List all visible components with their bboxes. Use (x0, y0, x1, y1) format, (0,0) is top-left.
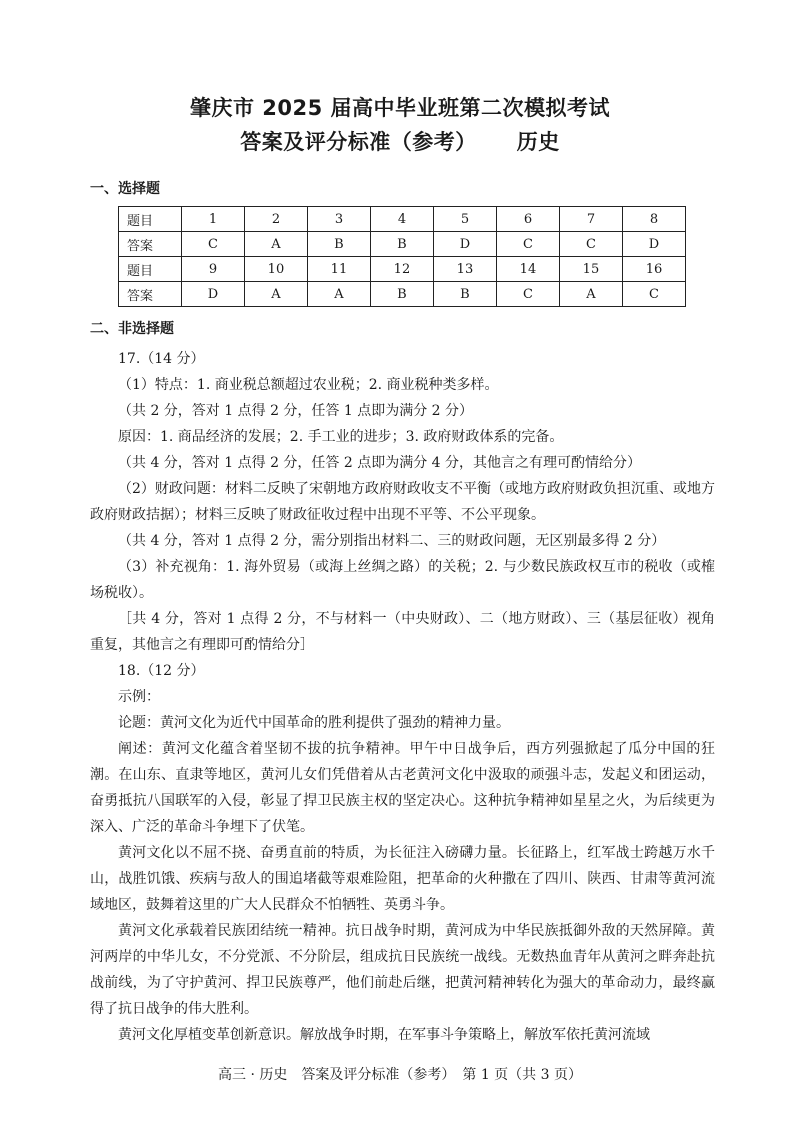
table-row (119, 232, 686, 257)
table-cell: 12 (370, 257, 433, 282)
answer-key-title (0, 126, 800, 156)
table-cell: A (559, 282, 622, 307)
table-cell: 1 (182, 207, 245, 232)
table-row-header: 答案 (119, 232, 182, 257)
answer-paragraph: 黄河文化承载着民族团结统一精神。抗日战争时期，黄河成为中华民族抵御外敌的天然屏障。黄河两岸的中华儿女，不分党派、不分阶层，组成抗日民族统一战线。无数热血青年从黄河之畔奔赴抗战前线，为了守护黄河、捍卫民族尊严，他们前赴后继，把黄河精神转化为强大的革命动力，最终赢得了抗日战争的伟大胜利。 (90, 923, 715, 1017)
section-multiple-choice-title: 一、选择题 (90, 181, 160, 197)
table-row (119, 282, 686, 307)
answer-paragraph: （3）补充视角：1. 海外贸易（或海上丝绸之路）的关税；2. 与少数民族政权互市的税收（或榷场税收）。 (90, 559, 715, 601)
answer-paragraph: （2）财政问题：材料二反映了宋朝地方政府财政收支不平衡（或地方政府财政负担沉重、或地方政府财政拮据）；材料三反映了财政征收过程中出现不平等、不公平现象。 (90, 481, 715, 523)
subject-label: 历史 (516, 130, 560, 154)
table-cell: 8 (622, 207, 685, 232)
table-cell: B (433, 282, 496, 307)
answer-paragraph: 18.（12 分） (118, 663, 205, 679)
answer-paragraph: 17.（14 分） (118, 351, 205, 367)
table-cell: 3 (307, 207, 370, 232)
table-cell: B (370, 282, 433, 307)
table-cell: 2 (244, 207, 307, 232)
table-cell: D (433, 232, 496, 257)
page-footer: 高三 · 历史 答案及评分标准（参考） 第 1 页（共 3 页） (218, 1067, 582, 1083)
section-non-choice-title: 二、非选择题 (90, 321, 174, 337)
table-cell: B (370, 232, 433, 257)
exam-title: 肇庆市 2025 届高中毕业班第二次模拟考试 (189, 96, 611, 120)
table-cell: B (307, 232, 370, 257)
table-cell: D (622, 232, 685, 257)
table-cell: 4 (370, 207, 433, 232)
answer-paragraph: 论题：黄河文化为近代中国革命的胜利提供了强劲的精神力量。 (118, 715, 510, 731)
answer-paragraph: 阐述：黄河文化蕴含着坚韧不拔的抗争精神。甲午中日战争后，西方列强掀起了瓜分中国的狂潮。在山东、直隶等地区，黄河儿女们凭借着从古老黄河文化中汲取的顽强斗志，发起义和团运动，奋勇抵抗八国联军的入侵，彰显了捍卫民族主权的坚定决心。这种抗争精神如星星之火，为后续更为深入、广泛的革命斗争埋下了伏笔。 (90, 741, 715, 835)
answer-body (90, 346, 715, 1048)
answer-key-heading: 答案及评分标准（参考） (240, 130, 477, 154)
table-row (119, 257, 686, 282)
table-cell: D (182, 282, 245, 307)
answer-paragraph: （共 2 分，答对 1 点得 2 分，任答 1 点即为满分 2 分） (118, 403, 474, 419)
answer-paragraph: 示例： (118, 689, 160, 705)
table-cell: 15 (559, 257, 622, 282)
table-cell: 9 (182, 257, 245, 282)
answer-table (118, 206, 686, 307)
table-row-header: 题目 (119, 207, 182, 232)
table-cell: 10 (244, 257, 307, 282)
table-row (119, 207, 686, 232)
table-cell: C (496, 282, 559, 307)
table-cell: 6 (496, 207, 559, 232)
table-cell: 5 (433, 207, 496, 232)
answer-paragraph: 黄河文化厚植变革创新意识。解放战争时期，在军事斗争策略上，解放军依托黄河流域 (118, 1027, 650, 1043)
table-cell: 13 (433, 257, 496, 282)
table-cell: A (307, 282, 370, 307)
table-cell: C (622, 282, 685, 307)
answer-paragraph: （共 4 分，答对 1 点得 2 分，任答 2 点即为满分 4 分，其他言之有理可酌情给分） (118, 455, 642, 471)
table-cell: 16 (622, 257, 685, 282)
table-cell: C (182, 232, 245, 257)
table-cell: 7 (559, 207, 622, 232)
answer-paragraph: （1）特点：1. 商业税总额超过农业税；2. 商业税种类多样。 (118, 377, 499, 393)
answer-paragraph: 黄河文化以不屈不挠、奋勇直前的特质，为长征注入磅礴力量。长征路上，红军战士跨越万水千山，战胜饥饿、疾病与敌人的围追堵截等艰难险阻，把革命的火种撒在了四川、陕西、甘肃等黄河流域地区，鼓舞着这里的广大人民群众不怕牺牲、英勇斗争。 (90, 845, 715, 913)
table-cell: 14 (496, 257, 559, 282)
table-cell: C (496, 232, 559, 257)
table-cell: 11 (307, 257, 370, 282)
table-row-header: 题目 (119, 257, 182, 282)
table-cell: C (559, 232, 622, 257)
answer-paragraph: （共 4 分，答对 1 点得 2 分，需分别指出材料二、三的财政问题，无区别最多得 2 分） (118, 533, 666, 549)
table-cell: A (244, 282, 307, 307)
answer-paragraph: 原因：1. 商品经济的发展；2. 手工业的进步；3. 政府财政体系的完备。 (118, 429, 564, 445)
table-row-header: 答案 (119, 282, 182, 307)
answer-paragraph: ［共 4 分，答对 1 点得 2 分，不与材料一（中央财政）、二（地方财政）、三（基层征收）视角重复，其他言之有理即可酌情给分］ (90, 611, 715, 653)
table-cell: A (244, 232, 307, 257)
